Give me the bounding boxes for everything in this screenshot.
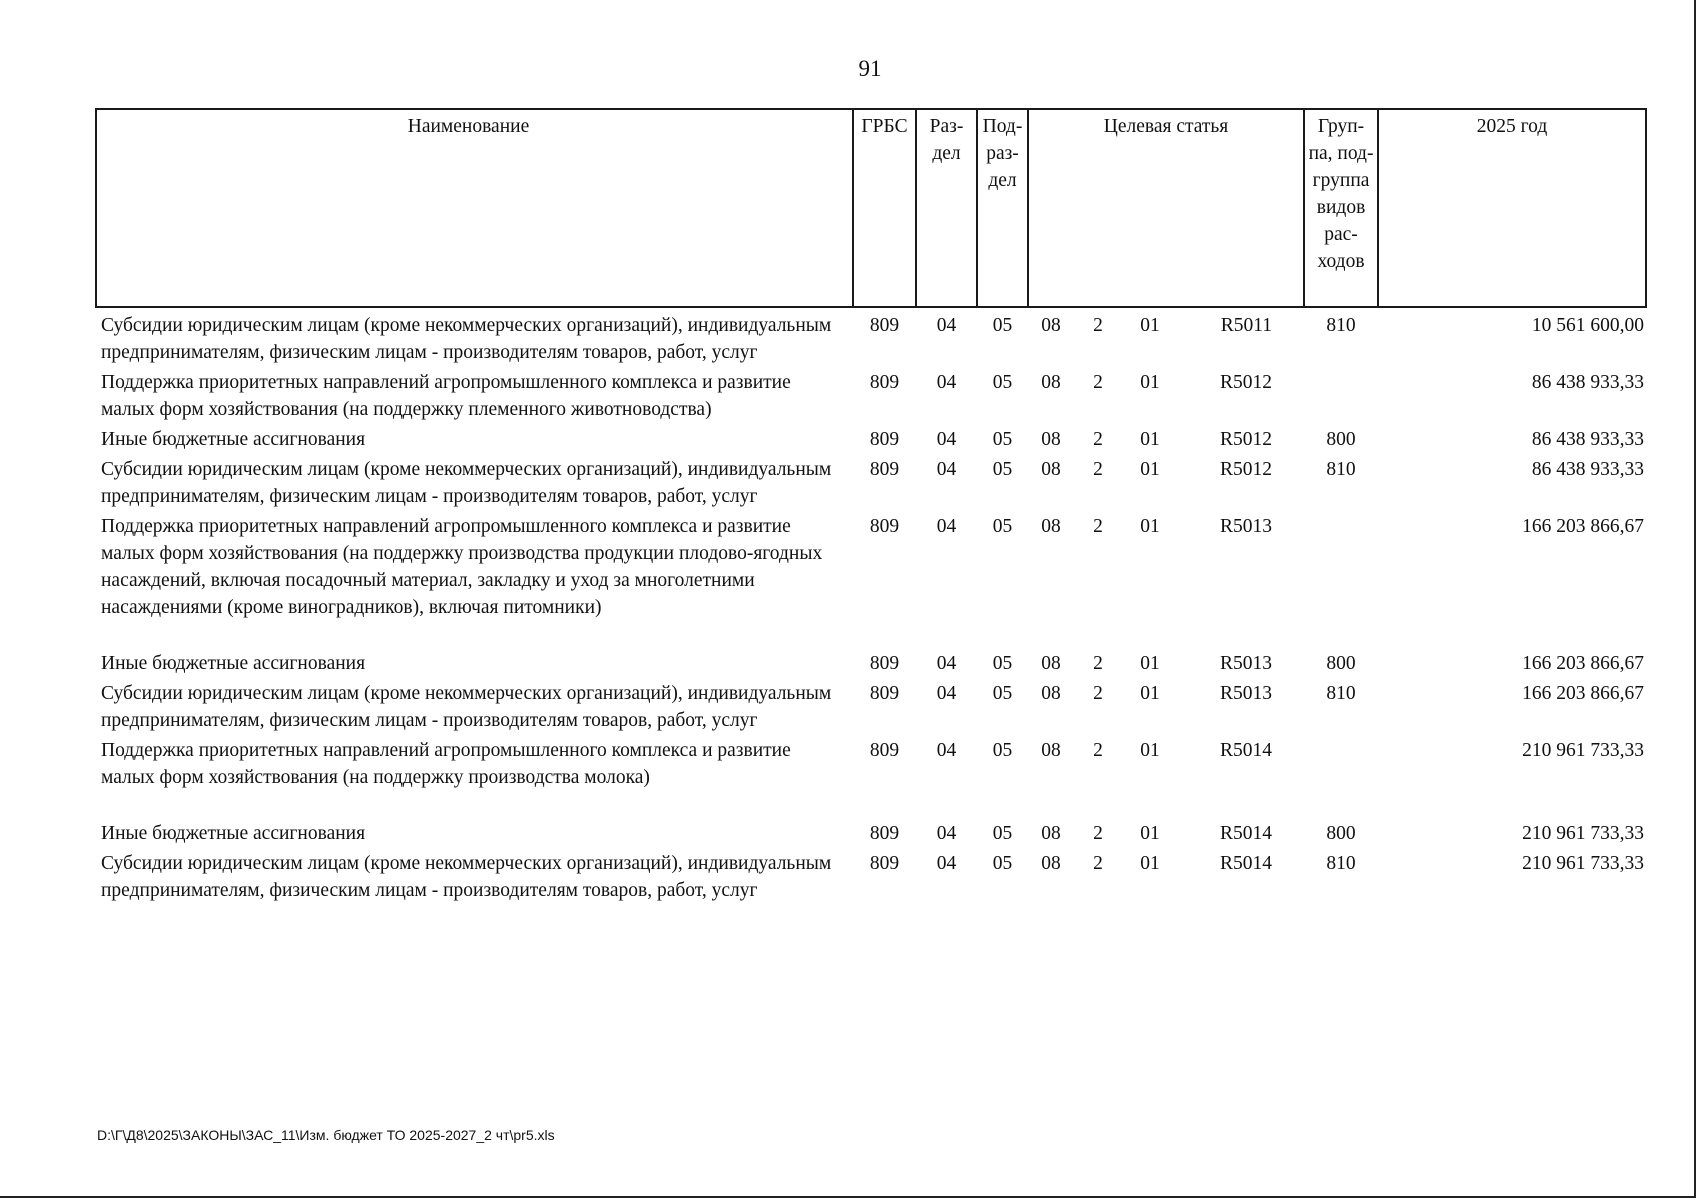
row-name: Поддержка приоритетных направлений агропромышленного комплекса и развитие малых форм хозяйствования (на поддержку производства продукции плодово-ягодных насаждений, включая посадочный материал, закладку и уход за многолетними насаждениями (кроме виноградников), включая питомники) <box>101 516 823 618</box>
row-cs-direction: R5013 <box>1220 653 1273 674</box>
header-target-article: Целевая статья <box>1028 109 1304 307</box>
header-name: Наименование <box>96 109 853 307</box>
table-row <box>96 425 1646 455</box>
row-name: Субсидии юридическим лицам (кроме некоммерческих организаций), индивидуальным предпринимателям, физическим лицам - производителям товаров, работ, услуг <box>101 459 832 507</box>
row-name: Иные бюджетные ассигнования <box>101 823 366 844</box>
row-cs-subprogram: 2 <box>1093 683 1103 704</box>
row-cs-program: 08 <box>1041 372 1061 393</box>
row-cs-direction: R5013 <box>1220 683 1273 704</box>
row-amount: 166 203 866,67 <box>1522 683 1645 704</box>
header-expense-group: Груп- па, под- группа видов рас- ходов <box>1304 109 1378 307</box>
row-cs-subprogram: 2 <box>1093 429 1103 450</box>
footer-file-path: D:\Г\Д8\2025\ЗАКОНЫ\ЗАС_11\Изм. бюджет ТО 2025-2027_2 чт\pr5.xls <box>97 1127 555 1143</box>
row-grbs: 809 <box>869 653 900 674</box>
row-cs-program: 08 <box>1041 823 1061 844</box>
row-amount: 210 961 733,33 <box>1522 853 1645 874</box>
row-razdel: 04 <box>936 315 957 336</box>
row-expense-group <box>1304 368 1378 425</box>
row-cs-program: 08 <box>1041 315 1061 336</box>
row-cs-event: 01 <box>1140 823 1160 844</box>
row-razdel: 04 <box>936 459 957 480</box>
row-expense-group: 800 <box>1326 653 1356 674</box>
row-cs-event: 01 <box>1140 429 1160 450</box>
row-cs-program: 08 <box>1041 740 1061 761</box>
header-podrazdel: Под- раз- дел <box>977 109 1028 307</box>
table-row <box>96 455 1646 512</box>
row-grbs: 809 <box>869 372 900 393</box>
table-row <box>96 819 1646 849</box>
row-grbs: 809 <box>869 315 900 336</box>
row-cs-event: 01 <box>1140 372 1160 393</box>
row-expense-group <box>1304 512 1378 649</box>
table-row <box>96 368 1646 425</box>
row-expense-group <box>1304 736 1378 819</box>
row-cs-subprogram: 2 <box>1093 823 1103 844</box>
row-cs-program: 08 <box>1041 653 1061 674</box>
row-podrazdel: 05 <box>992 429 1013 450</box>
row-amount: 210 961 733,33 <box>1522 823 1645 844</box>
row-podrazdel: 05 <box>992 516 1013 537</box>
row-cs-direction: R5014 <box>1220 740 1273 761</box>
row-cs-program: 08 <box>1041 459 1061 480</box>
row-razdel: 04 <box>936 683 957 704</box>
row-name: Иные бюджетные ассигнования <box>101 653 366 674</box>
row-expense-group: 800 <box>1326 823 1356 844</box>
table-row <box>96 849 1646 906</box>
row-name: Субсидии юридическим лицам (кроме некоммерческих организаций), индивидуальным предпринимателям, физическим лицам - производителям товаров, работ, услуг <box>101 853 832 901</box>
row-amount: 166 203 866,67 <box>1522 516 1645 537</box>
row-podrazdel: 05 <box>992 823 1013 844</box>
row-grbs: 809 <box>869 683 900 704</box>
row-expense-group: 810 <box>1326 853 1356 874</box>
row-expense-group: 800 <box>1326 429 1356 450</box>
row-grbs: 809 <box>869 429 900 450</box>
row-cs-direction: R5014 <box>1220 853 1273 874</box>
row-cs-subprogram: 2 <box>1093 315 1103 336</box>
row-amount: 86 438 933,33 <box>1531 372 1645 393</box>
row-cs-program: 08 <box>1041 683 1061 704</box>
row-razdel: 04 <box>936 823 957 844</box>
row-expense-group: 810 <box>1326 459 1356 480</box>
row-cs-subprogram: 2 <box>1093 459 1103 480</box>
row-cs-direction: R5012 <box>1220 372 1273 393</box>
budget-table <box>95 108 1647 906</box>
row-cs-subprogram: 2 <box>1093 653 1103 674</box>
row-name: Поддержка приоритетных направлений агропромышленного комплекса и развитие малых форм хозяйствования (на поддержку племенного животноводства) <box>101 372 791 420</box>
row-grbs: 809 <box>869 853 900 874</box>
row-cs-event: 01 <box>1140 315 1160 336</box>
row-cs-event: 01 <box>1140 516 1160 537</box>
row-cs-subprogram: 2 <box>1093 516 1103 537</box>
row-podrazdel: 05 <box>992 740 1013 761</box>
page-number: 91 <box>858 56 882 81</box>
row-razdel: 04 <box>936 740 957 761</box>
row-cs-program: 08 <box>1041 516 1061 537</box>
header-razdel: Раз- дел <box>916 109 977 307</box>
row-podrazdel: 05 <box>992 315 1013 336</box>
row-cs-event: 01 <box>1140 740 1160 761</box>
table-row <box>96 649 1646 679</box>
table-row <box>96 512 1646 649</box>
row-podrazdel: 05 <box>992 683 1013 704</box>
row-cs-program: 08 <box>1041 853 1061 874</box>
row-amount: 86 438 933,33 <box>1531 459 1645 480</box>
row-amount: 10 561 600,00 <box>1531 315 1645 336</box>
header-year: 2025 год <box>1378 109 1646 307</box>
row-razdel: 04 <box>936 653 957 674</box>
row-razdel: 04 <box>936 516 957 537</box>
table-row <box>96 679 1646 736</box>
row-razdel: 04 <box>936 429 957 450</box>
row-cs-subprogram: 2 <box>1093 740 1103 761</box>
row-podrazdel: 05 <box>992 459 1013 480</box>
row-name: Субсидии юридическим лицам (кроме некоммерческих организаций), индивидуальным предпринимателям, физическим лицам - производителям товаров, работ, услуг <box>101 315 832 363</box>
row-amount: 166 203 866,67 <box>1522 653 1645 674</box>
row-name: Поддержка приоритетных направлений агропромышленного комплекса и развитие малых форм хозяйствования (на поддержку производства молока) <box>101 740 791 788</box>
row-cs-direction: R5011 <box>1220 315 1273 336</box>
header-grbs: ГРБС <box>853 109 916 307</box>
row-grbs: 809 <box>869 823 900 844</box>
row-name: Иные бюджетные ассигнования <box>101 429 366 450</box>
row-amount: 86 438 933,33 <box>1531 429 1645 450</box>
row-cs-program: 08 <box>1041 429 1061 450</box>
table-row <box>96 307 1646 368</box>
row-expense-group: 810 <box>1326 683 1356 704</box>
table-header-row <box>96 109 1646 307</box>
row-razdel: 04 <box>936 853 957 874</box>
row-name: Субсидии юридическим лицам (кроме некоммерческих организаций), индивидуальным предпринимателям, физическим лицам - производителям товаров, работ, услуг <box>101 683 832 731</box>
row-cs-event: 01 <box>1140 683 1160 704</box>
row-cs-subprogram: 2 <box>1093 853 1103 874</box>
row-cs-event: 01 <box>1140 853 1160 874</box>
row-grbs: 809 <box>869 740 900 761</box>
row-cs-event: 01 <box>1140 653 1160 674</box>
row-podrazdel: 05 <box>992 372 1013 393</box>
row-grbs: 809 <box>869 459 900 480</box>
row-cs-subprogram: 2 <box>1093 372 1103 393</box>
row-cs-direction: R5013 <box>1220 516 1273 537</box>
row-cs-direction: R5012 <box>1220 459 1273 480</box>
row-razdel: 04 <box>936 372 957 393</box>
table-row <box>96 736 1646 819</box>
row-cs-direction: R5014 <box>1220 823 1273 844</box>
row-cs-event: 01 <box>1140 459 1160 480</box>
row-cs-direction: R5012 <box>1220 429 1273 450</box>
row-grbs: 809 <box>869 516 900 537</box>
row-podrazdel: 05 <box>992 853 1013 874</box>
row-expense-group: 810 <box>1326 315 1356 336</box>
row-amount: 210 961 733,33 <box>1522 740 1645 761</box>
row-podrazdel: 05 <box>992 653 1013 674</box>
